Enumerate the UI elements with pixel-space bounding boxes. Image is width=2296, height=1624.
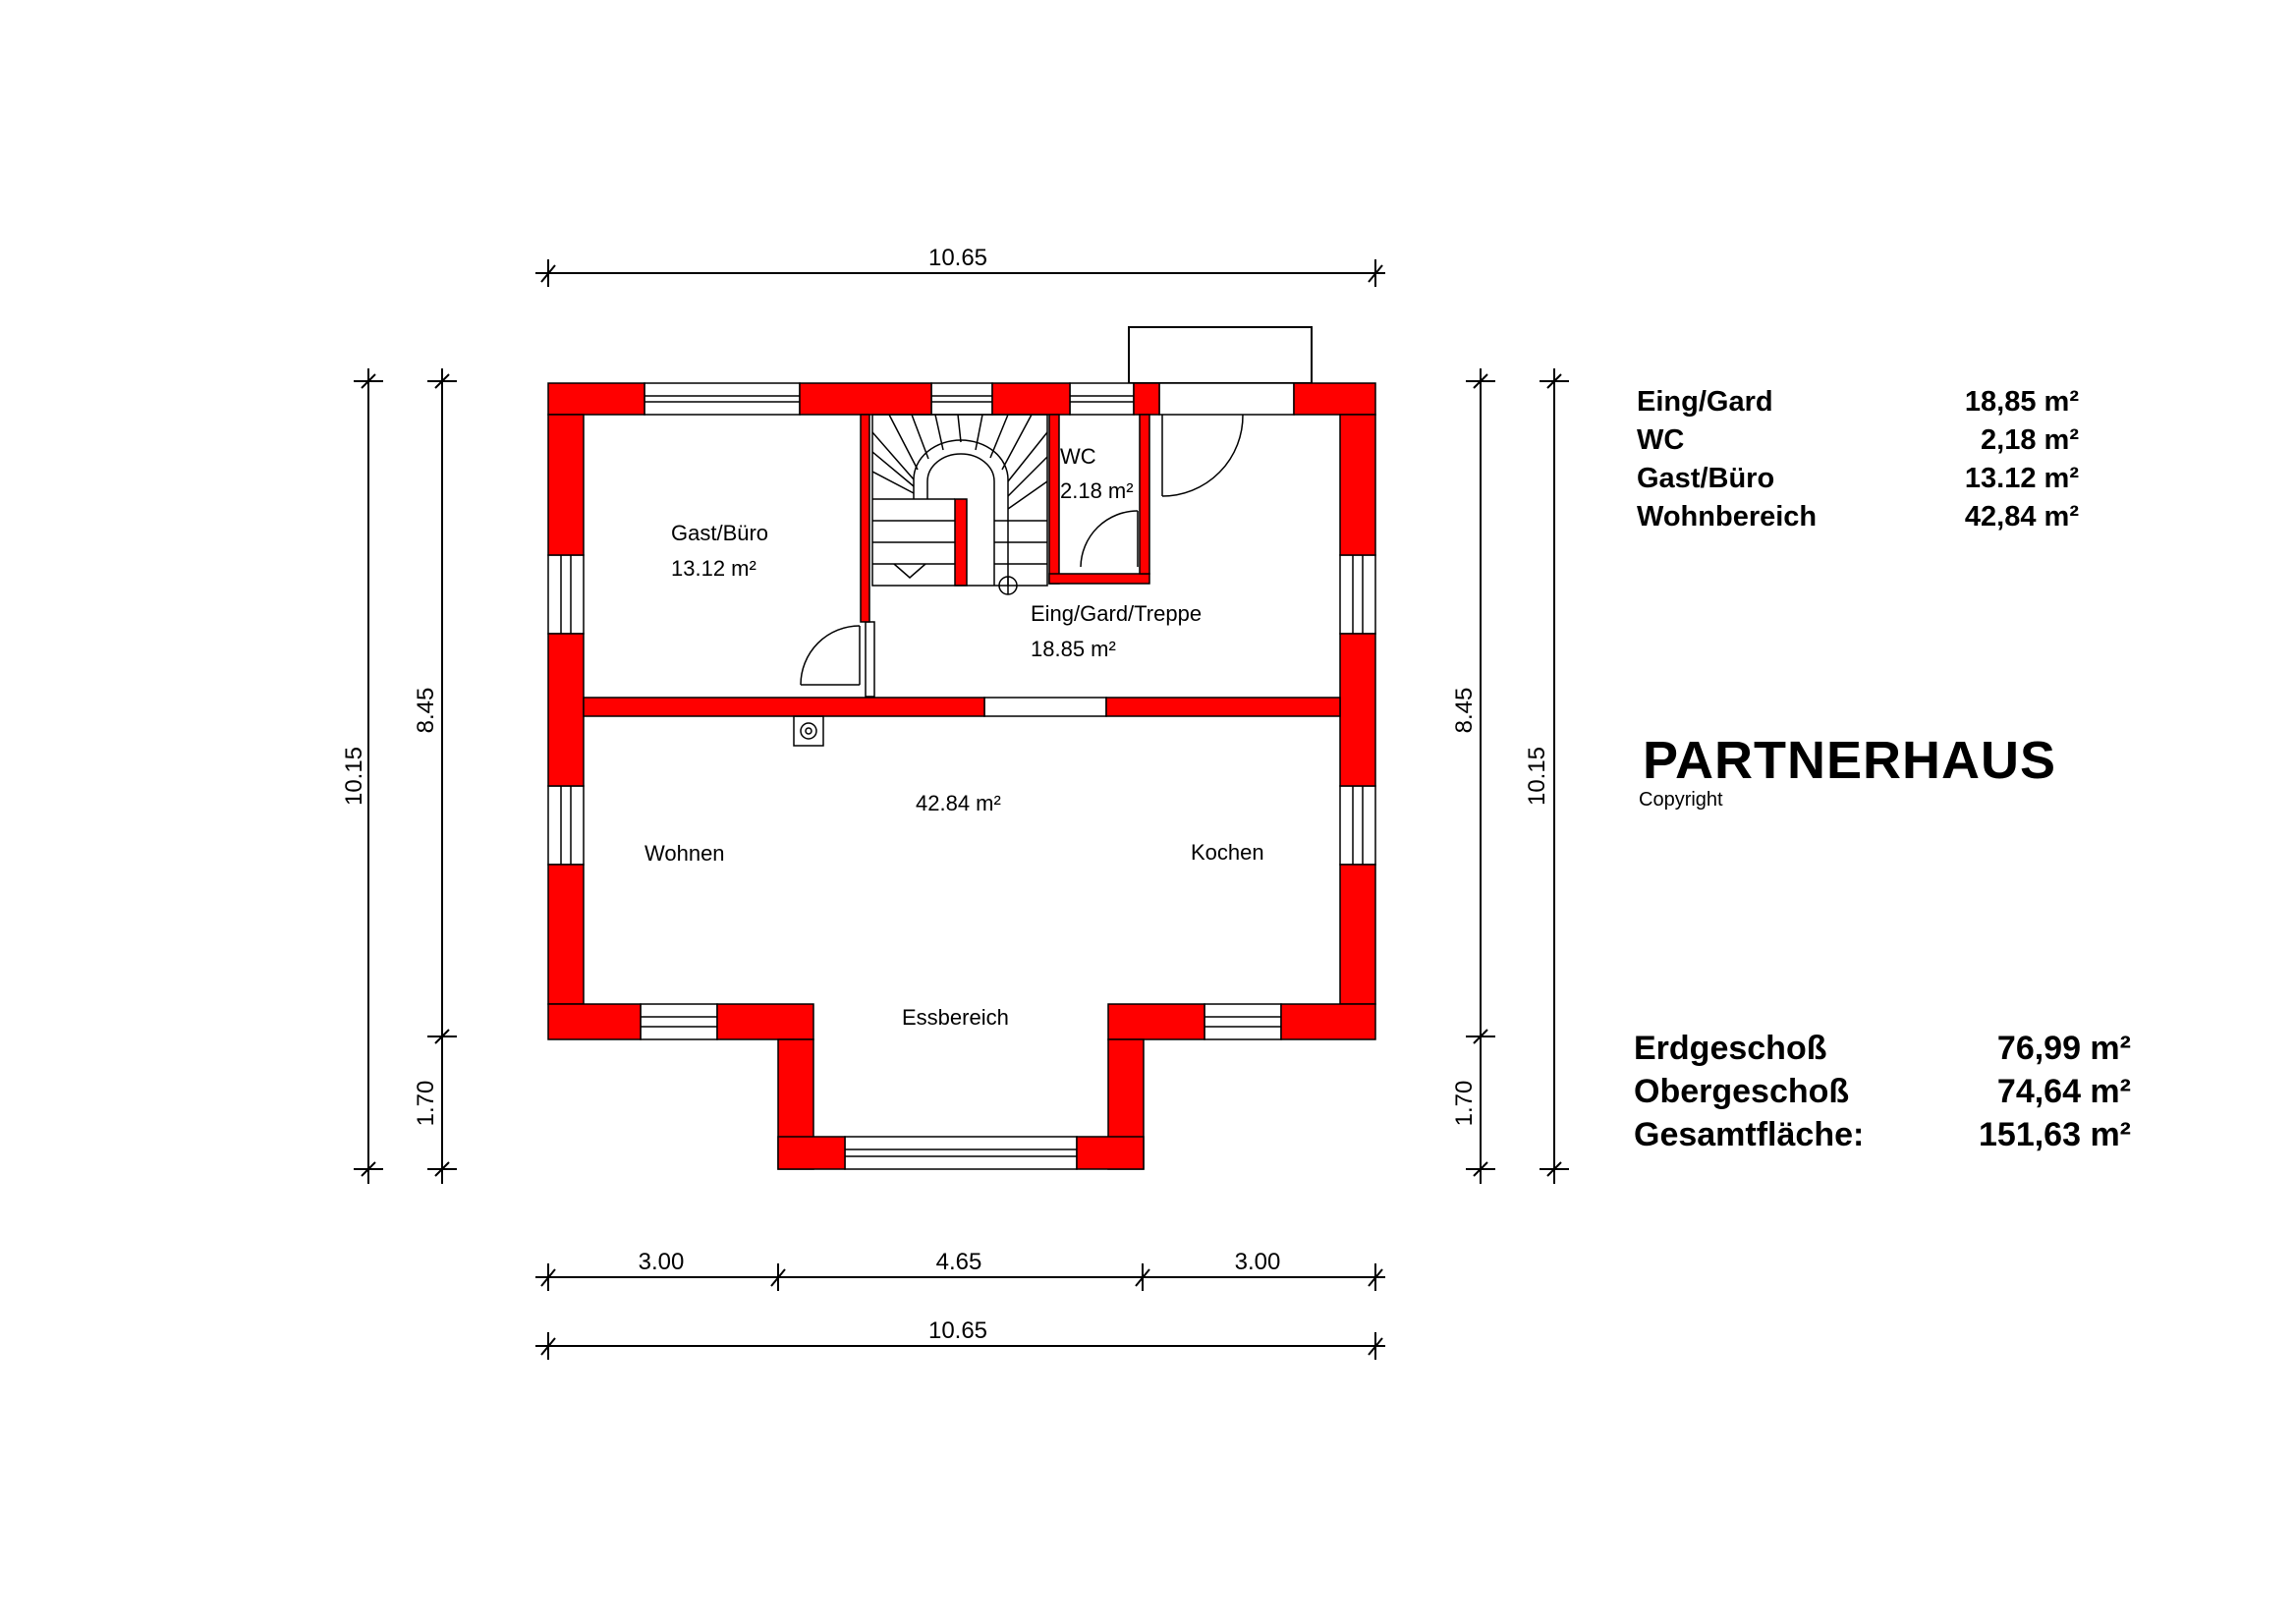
room-wohn-area: 42.84 m² — [916, 791, 1001, 815]
room-kochen: Kochen — [1191, 840, 1264, 865]
total-row — [1634, 1113, 2131, 1156]
room-gast-name: Gast/Büro — [671, 521, 769, 545]
room-gast-area: 13.12 m² — [671, 556, 756, 581]
legend-value: 13.12 m² — [1964, 463, 2079, 494]
area-legend — [1637, 383, 2079, 536]
dim-bottom-left: 3.00 — [638, 1249, 685, 1275]
dim-left-main: 8.45 — [413, 687, 439, 734]
dim-bottom-middle: 4.65 — [935, 1249, 982, 1275]
total-label: Obergeschoß — [1634, 1073, 1850, 1110]
dim-right-bay: 1.70 — [1451, 1080, 1478, 1127]
dim-top-width: 10.65 — [927, 245, 988, 271]
total-value: 74,64 m² — [1996, 1073, 2131, 1110]
total-value: 151,63 m² — [1979, 1116, 2131, 1153]
legend-value: 42,84 m² — [1964, 501, 2079, 532]
room-wc-name: WC — [1060, 444, 1096, 469]
dim-right-main: 8.45 — [1451, 687, 1478, 734]
legend-row — [1637, 498, 2079, 536]
legend-value: 18,85 m² — [1964, 386, 2079, 418]
dim-bottom-right: 3.00 — [1234, 1249, 1281, 1275]
total-value: 76,99 m² — [1996, 1030, 2131, 1067]
legend-label: Gast/Büro — [1637, 463, 1775, 494]
legend-row — [1637, 460, 2079, 498]
brand-block — [1639, 731, 2057, 811]
legend-label: WC — [1637, 424, 1685, 456]
walls — [548, 383, 1375, 1169]
room-eingang-name: Eing/Gard/Treppe — [1031, 601, 1203, 626]
room-wc-area: 2.18 m² — [1060, 478, 1134, 503]
legend-label: Eing/Gard — [1637, 386, 1773, 418]
chimney-icon — [794, 716, 823, 746]
dim-bottom-width: 10.65 — [927, 1317, 988, 1344]
dim-left-total: 10.15 — [341, 746, 367, 807]
entrance-canopy — [1129, 327, 1312, 383]
brand-name: PARTNERHAUS — [1643, 731, 2057, 790]
total-label: Erdgeschoß — [1634, 1030, 1827, 1067]
total-row — [1634, 1027, 2131, 1070]
copyright-text: Copyright — [1639, 789, 1723, 811]
legend-label: Wohnbereich — [1637, 501, 1818, 532]
room-eingang-area: 18.85 m² — [1031, 637, 1116, 661]
legend-value: 2,18 m² — [1981, 424, 2079, 456]
dim-left-bay: 1.70 — [413, 1080, 439, 1127]
legend-row — [1637, 421, 2079, 460]
room-wohnen: Wohnen — [644, 841, 725, 866]
total-label: Gesamtfläche: — [1634, 1116, 1865, 1153]
legend-row — [1637, 383, 2079, 421]
total-area-legend — [1634, 1027, 2131, 1156]
dim-right-total: 10.15 — [1524, 746, 1550, 807]
room-essbereich: Essbereich — [902, 1005, 1009, 1030]
total-row — [1634, 1070, 2131, 1113]
